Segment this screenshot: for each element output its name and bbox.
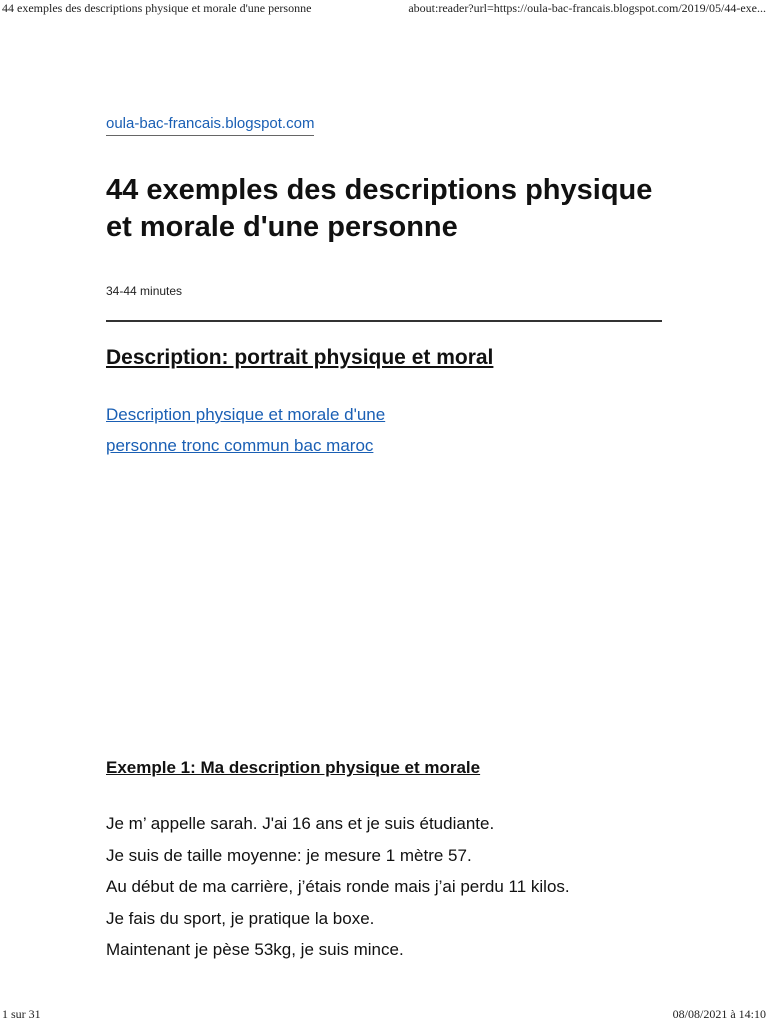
paragraph-line: Je m’ appelle sarah. J'ai 16 ans et je suis étudiante. [106,814,495,833]
page-number: 1 sur 31 [2,1007,41,1021]
article-title: 44 exemples des descriptions physique et morale d'une personne [106,174,653,243]
section-heading: Description: portrait physique et moral [106,346,494,369]
reading-time: 34-44 minutes [106,284,183,298]
paragraph-line: Maintenant je pèse 53kg, je suis mince. [106,940,404,959]
print-datetime: 08/08/2021 à 14:10 [672,1007,766,1021]
print-header-title: 44 exemples des descriptions physique et morale d'une personne [2,1,312,15]
paragraph-line: Je suis de taille moyenne: je mesure 1 mètre 57. [106,845,472,865]
header-divider [106,320,662,322]
print-footer [0,1007,768,1023]
related-article-link[interactable]: Description physique et morale d'une personne tronc commun bac maroc [106,405,386,455]
example-paragraph [106,808,706,966]
example-heading: Exemple 1: Ma description physique et morale [106,758,481,777]
print-header-url: about:reader?url=https://oula-bac-francais.blogspot.com/2019/05/44-exe... [408,1,766,15]
paragraph-line: Au début de ma carrière, j’étais ronde mais j’ai perdu 11 kilos. [106,877,570,896]
print-header [0,1,768,17]
source-domain-link[interactable]: oula-bac-francais.blogspot.com [106,115,314,136]
paragraph-line: Je fais du sport, je pratique la boxe. [106,908,375,928]
